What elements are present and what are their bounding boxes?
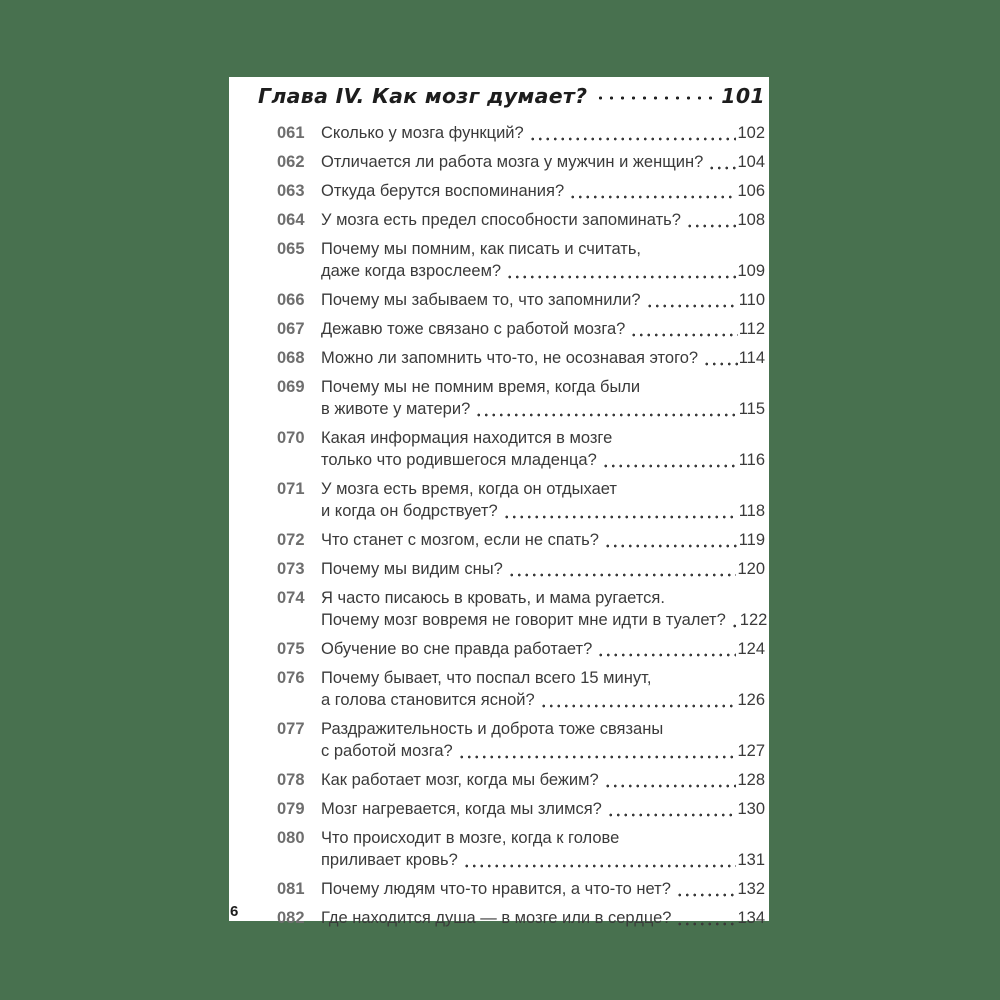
entry-last-line	[321, 878, 765, 900]
toc-entry	[277, 151, 765, 173]
entry-title: Почему людям что-то нравится, а что-то нет?	[321, 880, 671, 898]
entry-last-line	[321, 151, 765, 173]
dot-leader	[602, 535, 738, 551]
dot-leader	[684, 215, 737, 231]
toc-entry	[277, 878, 765, 900]
entry-number: 070	[277, 429, 305, 447]
entry-number: 074	[277, 589, 305, 607]
entry-last-line	[321, 398, 765, 420]
entry-number: 073	[277, 560, 305, 578]
entry-last-line	[321, 849, 765, 871]
toc-entry	[277, 180, 765, 202]
entry-number: 072	[277, 531, 305, 549]
entry-last-line	[321, 122, 765, 144]
dot-leader	[674, 884, 737, 900]
entry-body	[321, 427, 765, 471]
entry-body	[321, 638, 765, 660]
toc-entry	[277, 798, 765, 820]
dot-leader	[538, 695, 737, 711]
entry-body	[321, 180, 765, 202]
entry-title: Как работает мозг, когда мы бежим?	[321, 771, 599, 789]
entry-last-line	[321, 769, 765, 791]
entry-body	[321, 827, 765, 871]
entry-title: а голова становится ясной?	[321, 691, 535, 709]
entry-title: Отличается ли работа мозга у мужчин и женщин?	[321, 153, 704, 171]
entry-number: 066	[277, 291, 305, 309]
entry-number: 068	[277, 349, 305, 367]
toc-entry	[277, 478, 765, 522]
entry-number: 077	[277, 720, 305, 738]
dot-leader	[600, 455, 738, 471]
entry-title: Сколько у мозга функций?	[321, 124, 524, 142]
toc-entry	[277, 376, 765, 420]
entry-last-line	[321, 500, 765, 522]
entry-page-number: 112	[738, 320, 765, 338]
entry-page-number: 124	[737, 640, 765, 658]
toc-entry	[277, 529, 765, 551]
dot-leader	[605, 804, 737, 820]
dot-leader	[461, 855, 737, 871]
entry-title: Можно ли запомнить что-то, не осознавая этого?	[321, 349, 699, 367]
entry-last-line	[321, 529, 765, 551]
entry-last-line	[321, 609, 768, 631]
entry-title: У мозга есть предел способности запоминать?	[321, 211, 681, 229]
dot-leader	[674, 913, 736, 929]
entry-body	[321, 529, 765, 551]
entry-number: 063	[277, 182, 305, 200]
entry-body	[321, 667, 765, 711]
entry-first-line: У мозга есть время, когда он отдыхает	[321, 480, 617, 498]
entry-first-line: Почему мы помним, как писать и считать,	[321, 240, 642, 258]
toc-entry	[277, 718, 765, 762]
dot-leader	[504, 266, 736, 282]
entry-last-line	[321, 907, 765, 929]
entry-title: Обучение во сне правда работает?	[321, 640, 593, 658]
entry-number: 062	[277, 153, 305, 171]
dot-leader	[473, 404, 737, 420]
entry-number: 079	[277, 800, 305, 818]
toc-entry	[277, 289, 765, 311]
dot-leader	[701, 353, 738, 369]
entry-first-line: Раздражительность и доброта тоже связаны	[321, 720, 664, 738]
dot-leader	[602, 775, 737, 791]
toc-entry	[277, 122, 765, 144]
entry-title: даже когда взрослеем?	[321, 262, 502, 280]
entry-number: 081	[277, 880, 305, 898]
entry-first-line: Что происходит в мозге, когда к голове	[321, 829, 620, 847]
dot-leader	[501, 506, 738, 522]
entry-title: в животе у матери?	[321, 400, 471, 418]
toc-entry	[277, 318, 765, 340]
entry-first-line: Какая информация находится в мозге	[321, 429, 613, 447]
entry-number: 061	[277, 124, 305, 142]
toc-entry	[277, 638, 765, 660]
entry-page-number: 128	[737, 771, 765, 789]
entry-body	[321, 907, 765, 929]
entry-number: 080	[277, 829, 305, 847]
entry-first-line: Почему мы не помним время, когда были	[321, 378, 641, 396]
entry-last-line	[321, 209, 765, 231]
entry-title: Дежавю тоже связано с работой мозга?	[321, 320, 626, 338]
toc-entry	[277, 827, 765, 871]
entry-page-number: 115	[738, 400, 765, 418]
entry-title: Почему мозг вовремя не говорит мне идти в туалет?	[321, 611, 726, 629]
entry-page-number: 109	[737, 262, 765, 280]
entry-body	[321, 347, 765, 369]
dot-leader	[729, 615, 739, 631]
entry-page-number: 134	[737, 909, 765, 927]
toc-entry	[277, 907, 765, 929]
chapter-dot-leader	[593, 81, 717, 103]
toc-entries	[277, 122, 768, 929]
dot-leader	[506, 564, 737, 580]
entry-title: Где находится душа — в мозге или в сердце?	[321, 909, 672, 927]
entry-number: 069	[277, 378, 305, 396]
entry-number: 075	[277, 640, 305, 658]
entry-last-line	[321, 449, 765, 471]
dot-leader	[456, 746, 737, 762]
toc-entry	[277, 587, 768, 631]
toc-entry	[277, 769, 765, 791]
entry-page-number: 106	[737, 182, 765, 200]
toc-entry	[277, 347, 765, 369]
chapter-heading	[258, 81, 765, 111]
entry-title: только что родившегося младенца?	[321, 451, 597, 469]
chapter-page-number: 101	[721, 84, 765, 108]
entry-last-line	[321, 180, 765, 202]
dot-leader	[628, 324, 737, 340]
entry-body	[321, 718, 765, 762]
entry-last-line	[321, 260, 765, 282]
entry-body	[321, 122, 765, 144]
toc-entry	[277, 558, 765, 580]
dot-leader	[706, 157, 736, 173]
entry-body	[321, 376, 765, 420]
entry-page-number: 114	[738, 349, 765, 367]
dot-leader	[567, 186, 736, 202]
entry-body	[321, 289, 765, 311]
entry-page-number: 110	[738, 291, 765, 309]
chapter-title: Глава IV. Как мозг думает?	[258, 84, 588, 108]
folio-page-number: 6	[230, 903, 239, 920]
entry-body	[321, 209, 765, 231]
entry-body	[321, 238, 765, 282]
entry-title: приливает кровь?	[321, 851, 458, 869]
entry-body	[321, 587, 768, 631]
entry-number: 065	[277, 240, 305, 258]
entry-page-number: 126	[737, 691, 765, 709]
entry-last-line	[321, 289, 765, 311]
entry-page-number: 127	[737, 742, 765, 760]
entry-number: 082	[277, 909, 305, 927]
entry-page-number: 104	[737, 153, 765, 171]
entry-last-line	[321, 689, 765, 711]
dot-leader	[527, 128, 737, 144]
entry-last-line	[321, 558, 765, 580]
entry-number: 064	[277, 211, 305, 229]
entry-number: 067	[277, 320, 305, 338]
entry-page-number: 119	[738, 531, 765, 549]
entry-last-line	[321, 740, 765, 762]
toc-entry	[277, 238, 765, 282]
entry-title: Мозг нагревается, когда мы злимся?	[321, 800, 602, 818]
entry-number: 076	[277, 669, 305, 687]
entry-body	[321, 558, 765, 580]
entry-body	[321, 478, 765, 522]
entry-title: Откуда берутся воспоминания?	[321, 182, 565, 200]
toc-entry	[277, 667, 765, 711]
toc-entry	[277, 427, 765, 471]
entry-title: Что станет с мозгом, если не спать?	[321, 531, 599, 549]
entry-page-number: 108	[737, 211, 765, 229]
dot-leader	[644, 295, 738, 311]
toc-entry	[277, 209, 765, 231]
entry-first-line: Я часто писаюсь в кровать, и мама ругается.	[321, 589, 665, 607]
entry-page-number: 122	[739, 611, 768, 629]
entry-page-number: 131	[737, 851, 765, 869]
entry-page-number: 120	[737, 560, 765, 578]
entry-last-line	[321, 347, 765, 369]
entry-page-number: 116	[738, 451, 765, 469]
entry-last-line	[321, 318, 765, 340]
entry-body	[321, 769, 765, 791]
entry-body	[321, 151, 765, 173]
entry-title: Почему мы видим сны?	[321, 560, 503, 578]
entry-first-line: Почему бывает, что поспал всего 15 минут,	[321, 669, 652, 687]
book-page	[229, 77, 769, 927]
entry-body	[321, 798, 765, 820]
entry-last-line	[321, 798, 765, 820]
entry-title: Почему мы забываем то, что запомнили?	[321, 291, 641, 309]
entry-page-number: 118	[738, 502, 765, 520]
entry-page-number: 130	[737, 800, 765, 818]
entry-body	[321, 878, 765, 900]
dot-leader	[595, 644, 736, 660]
entry-page-number: 132	[737, 880, 765, 898]
entry-body	[321, 318, 765, 340]
entry-number: 071	[277, 480, 305, 498]
entry-title: с работой мозга?	[321, 742, 453, 760]
entry-title: и когда он бодрствует?	[321, 502, 498, 520]
entry-page-number: 102	[737, 124, 765, 142]
entry-number: 078	[277, 771, 305, 789]
entry-last-line	[321, 638, 765, 660]
